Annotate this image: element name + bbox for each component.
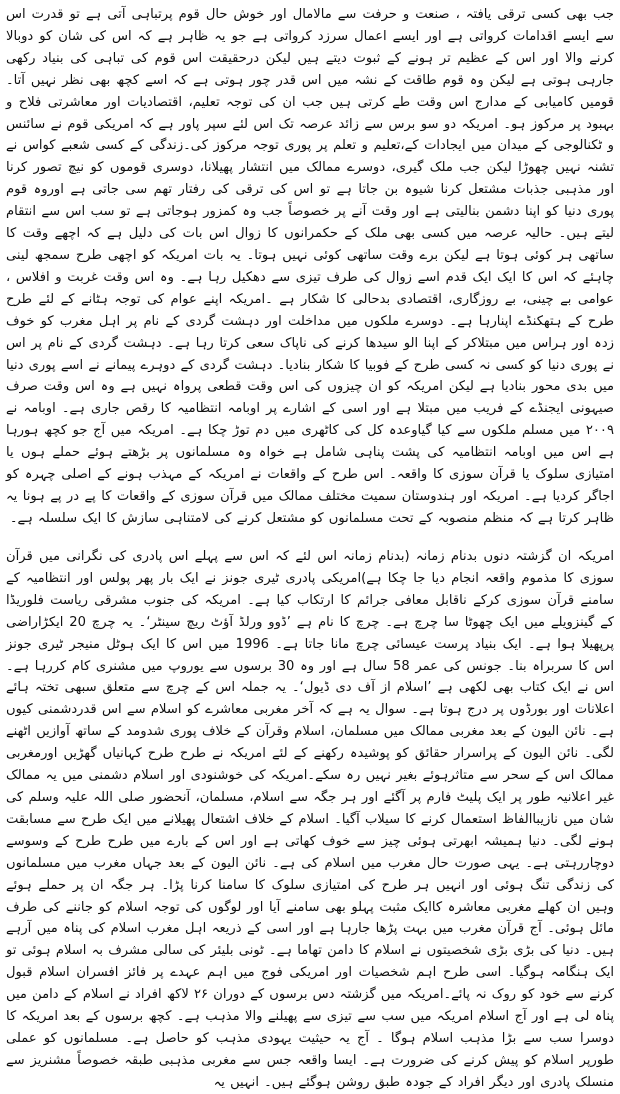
article-paragraph-1: جب بھی کسی ترقی یافتہ ، صنعت و حرفت سے مالامال اور خوش حال قوم پرتباہی آتی ہے تو قدرت اس سے ایسے اقدامات کرواتی ہے اور ایسے اعمال سرزد کرواتی ہے جو یہ ظاہر ہے کہ اس کی شان کو دوبالا کرنے والا اور اس کے عظیم تر ہونے کے ثبوت دیتے ہیں لیکن درحقیقت اس قوم کی تباہی کی بنیاد رکھی جارہی ہوتی ہے لیکن وہ قوم طاقت کے نشہ میں اس قدر چور ہوتی ہے کہ اسے کچھ بھی نظر نہیں آتا۔ قومیں کامیابی کے مدارج اس وقت طے کرتی ہیں جب ان کی توجہ تعلیم، اقتصادیات اور معاشرتی فلاح و بہبود پر مرکوز ہو۔ امریکہ دو سو برس سے زائد عرصہ تک اس لئے سپر پاور ہے کہ امریکی قوم نے سائنس و ٹکنالوجی کے میدان میں ایجادات کے،تعلیم و تعلم پر پوری توجہ مرکوز کی۔زندگی کے کسی شعبے کواس نے تشنہ نہیں چھوڑا لیکن جب ملک گیری، دوسرے ممالک میں انتشار پھیلانا، دوسری قوموں کو نیچ تصور کرنا اور مذہبی جذبات مشتعل کرنا شیوہ بن جاتا ہے تو اس کی ترقی کی رفتار تھم سی جاتی ہے اوروہ قوم پوری دنیا کو اپنا دشمن بنالیتی ہے اور وقت آنے پر خصوصاً جب وہ کمزور ہوجاتی ہے تو سب اس سے انتقام لیتے ہیں۔ حالیہ عرصہ میں کسی بھی ملک کے حکمرانوں کا زوال اس بات کی دلیل ہے کہ اچھے وقت کا ساتھی ہر کوئی ہوتا ہے لیکن برے وقت ساتھی کوئی نہیں ہوتا۔ یہ بات امریکہ کو اچھی طرح سمجھ لینی چاہئے کہ اس کا ایک ایک قدم اسے زوال کی طرف تیزی سے دھکیل رہا ہے۔ وہ اس وقت غربت و افلاس ، عوامی بے چینی، بے روزگاری، اقتصادی بدحالی کا شکار ہے ۔امریکہ اپنے عوام کی توجہ ہٹانے کے لئے طرح طرح کے ہتھکنڈے اپنارہا ہے۔ دوسرے ملکوں میں مداخلت اور دہشت گردی کے نام پر اہل مغرب کو خوف زدہ اور ہراس میں مبتلاکر کے اپنا الو سیدھا کرنے کی ناپاک سعی کرتا رہا ہے۔ دہشت گردی کے نام پر اس نے پوری دنیا کو کسی نہ کسی طرح کے فوبیا کا شکار بنادیا۔ دہشت گردی کے دوہرے پیمانے نے اسے پوری دنیا میں بدی محور بنادیا ہے لیکن امریکہ کو ان چیزوں کی اس وقت قطعی پرواہ نہیں ہے وہ اس وقت صرف صیہونی ایجنڈے کے فریب میں مبتلا ہے اور اسی کے اشارے پر اوبامہ انتظامیہ کا رقص جاری ہے۔ اوبامہ نے ۲۰۰۹ میں مسلم ملکوں سے کیا گیاوعدہ کل کی کاٹھری میں دم توڑ چکا ہے۔ امریکہ میں آج جو کچھ ہورہا ہے اس میں اوبامہ انتظامیہ کی پشت پناہی شامل ہے خواہ وہ مسلمانوں پر بڑھتے ہوئے حملے ہوں یا امتیازی سلوک یا قرآن سوزی کا واقعہ۔ اس طرح کے واقعات نے امریکہ کے مہذب ہونے کے اصلی چہرہ کو اجاگر کردیا ہے۔ امریکہ اور ہندوستان سمیت مختلف ممالک میں قرآن سوزی کے واقعات کا پے در پے ہونا یہ ظاہر کرتا ہے کہ منظم منصوبہ کے تحت مسلمانوں کو مشتعل کرنے کی لامتناہی سازش کا ایک سلسلہ ہے۔ <box>6 7 614 526</box>
article-paragraph-2: امریکہ ان گزشتہ دنوں بدنام زمانہ (بدنام زمانہ اس لئے کہ اس سے پہلے اس پادری کی نگرانی میں قرآن سوزی کا مذموم واقعہ انجام دیا جا چکا ہے)امریکی پادری ٹیری جونز نے ایک بار پھر پولس اور انتظامیہ کے سامنے قرآن سوزی کرکے ناقابل معافی جرائم کا ارتکاب کیا ہے۔ امریکہ کی جنوب مشرقی ریاست فلوریڈا کے گینزویلے میں ایک چھوٹا سا چرچ ہے۔ چرچ کا نام ہے ’ڈوو ورلڈ آؤٹ ریچ سینٹر‘۔ یہ چرچ 20 ایکڑاراضی پرپھیلا ہوا ہے۔ ایک بنیاد پرست عیسائی چرچ مانا جاتا ہے۔ 1996 میں اس کا ایک ہوٹل منیجر ٹیری جونز اس کا سربراہ بنا۔ جونس کی عمر 58 سال ہے اور وہ 30 برسوں سے یوروپ میں مشنری کام کررہا ہے۔ اس نے ایک کتاب بھی لکھی ہے ’اسلام از آف دی ڈیول‘۔ یہ جملہ اس کے چرچ سے متعلق سبھی تختہ ہائے اعلانات اور بورڈوں پر درج ہوتا ہے۔ سوال یہ ہے کہ آخر مغربی معاشرے کو اسلام سے اس قدردشمنی کیوں ہے۔ نائن الیون کے بعد مغربی ممالک میں مسلمان، اسلام وقرآن کے خلاف پوری شدومد کے ساتھ آوازیں اٹھنے لگی۔ نائن الیون کے پراسرار حقائق کو پوشیدہ رکھنے کے لئے امریکہ نے طرح طرح کہانیاں گھڑیں اورمغربی ممالک اس کے سحر سے متاثرہوئے بغیر نہیں رہ سکے۔امریکہ کی خوشنودی اور اسلام دشمنی میں یہ ممالک غیر اعلانیہ طور پر ایک پلیٹ فارم پر آگئے اور ہر جگہ سے اسلام، مسلمان، آنحضور صلی اللہ علیہ وسلم کی شان میں نازیباالفاظ استعمال کرنے کا سیلاب آگیا۔ اسلام کے خلاف اشتعال پھیلانے میں ایک طرح سے مسابقت ہونے لگی۔ دنیا ہمیشہ ابھرتی ہوئی چیز سے خوف کھاتی ہے اور اس کے بارے میں طرح طرح کے وسوسے دوچاررہتی ہے۔ یہی صورت حال مغرب میں اسلام کی ہے۔ نائن الیون کے بعد جہاں مغرب میں مسلمانوں کی زندگی تنگ ہوئی اور انہیں ہر طرح کی امتیازی سلوک کا سامنا کرنا پڑا۔ ہر جگہ ان پر حملے ہوئے وہیں ان کھلے مغربی معاشرہ کاایک مثبت پہلو بھی سامنے آیا اور لوگوں کی توجہ اسلام کو جاننے کی طرف مائل ہوئی۔ آج قرآن مغرب میں بہت پڑھا جارہا ہے اور اسی کے ذریعہ اہل مغرب اسلام کی پناہ میں آرہے ہیں۔ دنیا کی بڑی بڑی شخصیتوں نے اسلام کا دامن تھاما ہے۔ ٹونی بلیئر کی سالی مشرف بہ اسلام ہوئی تو ایک ہنگامہ ہوگیا۔ اسی طرح اہم شخصیات اور امریکی فوج میں اہم عہدے پر فائز افسران اسلام قبول کرنے سے خود کو روک نہ پائے۔امریکہ میں گزشتہ دس برسوں کے دوران ۲۶ لاکھ افراد نے اسلام کے دامن میں پناہ لی ہے اور آج اسلام امریکہ میں سب سے تیزی سے پھیلنے والا مذہب ہے۔ کچھ برسوں کے بعد امریکہ کا دوسرا سب سے بڑا مذہب اسلام ہوگا ۔ آج یہ حیثیت یہودی مذہب کو حاصل ہے۔ مسلمانوں کو عملی طورپر اسلام کو پیش کرنے کی ضرورت ہے۔ ایسا واقعہ جس سے مغربی مذہبی طبقہ خصوصاً مشنریز سے منسلک پادری اور دیگر افراد کے جودہ طبق روشن ہوگئے ہیں۔ انہیں یہ <box>6 549 614 1090</box>
